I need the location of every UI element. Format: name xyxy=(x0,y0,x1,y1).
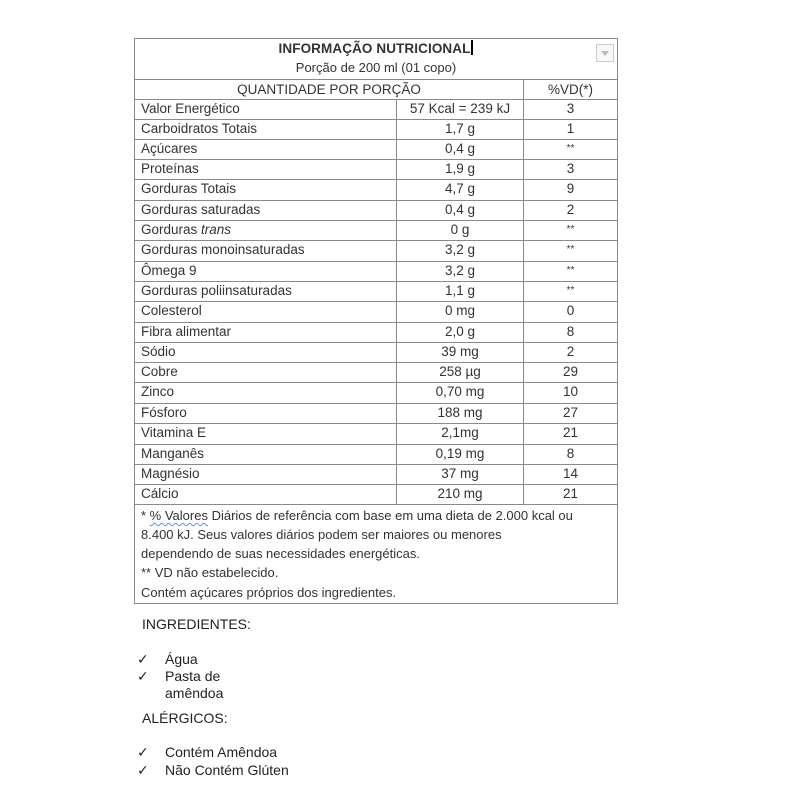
row-amount: 1,7 g xyxy=(444,121,476,136)
row-vd: ** xyxy=(566,265,575,276)
footnote-line-1: * % Valores Diários de referência com base em uma dieta de 2.000 kcal ou xyxy=(141,508,573,523)
row-name: Zinco xyxy=(141,384,175,399)
row-vd: 2 xyxy=(566,344,575,359)
allergens-heading: ALÉRGICOS: xyxy=(142,710,228,726)
row-divider xyxy=(135,484,617,485)
row-vd: 2 xyxy=(566,202,575,217)
nutrition-table xyxy=(134,38,618,604)
row-amount: 258 µg xyxy=(439,364,481,379)
table-header xyxy=(135,39,617,79)
check-icon: ✓ xyxy=(137,744,149,760)
row-name: Cobre xyxy=(141,364,178,379)
check-icon: ✓ xyxy=(137,668,149,684)
row-divider xyxy=(135,382,617,383)
footnote-line-5: Contém açúcares próprios dos ingredientes. xyxy=(141,585,397,600)
row-amount: 0,4 g xyxy=(444,202,476,217)
row-name: Colesterol xyxy=(141,303,202,318)
row-name: Fósforo xyxy=(141,405,187,420)
row-divider xyxy=(135,200,617,201)
row-name: Manganês xyxy=(141,446,205,461)
row-vd: ** xyxy=(566,285,575,296)
row-amount: 0,19 mg xyxy=(435,446,485,461)
row-name: Ômega 9 xyxy=(141,263,197,278)
row-name: Magnésio xyxy=(141,466,200,481)
check-icon: ✓ xyxy=(137,651,149,667)
row-vd: 21 xyxy=(562,486,579,501)
row-amount: 39 mg xyxy=(441,344,479,359)
row-divider xyxy=(135,403,617,404)
row-amount: 3,2 g xyxy=(444,242,476,257)
row-vd: 27 xyxy=(562,405,579,420)
row-amount: 2,0 g xyxy=(444,324,476,339)
column-header-vd: %VD(*) xyxy=(547,82,593,97)
row-vd: 9 xyxy=(566,181,575,196)
row-divider xyxy=(135,464,617,465)
row-name: Gorduras trans xyxy=(141,222,232,237)
row-vd: 3 xyxy=(566,101,575,116)
row-name: Cálcio xyxy=(141,486,179,501)
row-amount: 0 mg xyxy=(444,303,475,318)
check-icon: ✓ xyxy=(137,762,149,778)
row-amount: 0 g xyxy=(450,222,470,237)
row-name: Gorduras monoinsaturadas xyxy=(141,242,305,257)
row-vd: 8 xyxy=(566,446,575,461)
row-vd: 21 xyxy=(562,425,579,440)
row-amount: 37 mg xyxy=(441,466,479,481)
row-vd: 8 xyxy=(566,324,575,339)
column-header-quantity: QUANTIDADE POR PORÇÃO xyxy=(237,82,421,97)
row-divider xyxy=(135,240,617,241)
ingredient-item: ✓ Pasta de amêndoa xyxy=(137,668,224,701)
row-name: Vitamina E xyxy=(141,425,207,440)
row-name: Fibra alimentar xyxy=(141,324,232,339)
row-vd: ** xyxy=(566,244,575,255)
row-vd: 0 xyxy=(566,303,575,318)
row-divider xyxy=(135,159,617,160)
row-amount: 210 mg xyxy=(437,486,483,501)
row-vd: 3 xyxy=(566,161,575,176)
row-amount: 57 Kcal = 239 kJ xyxy=(409,101,511,116)
footnote-line-3: dependendo de suas necessidades energéticas. xyxy=(141,546,420,561)
row-vd: 1 xyxy=(566,121,575,136)
row-name: Sódio xyxy=(141,344,176,359)
row-divider xyxy=(135,281,617,282)
row-amount: 1,1 g xyxy=(444,283,476,298)
row-divider xyxy=(135,261,617,262)
row-name: Gorduras saturadas xyxy=(141,202,261,217)
row-divider xyxy=(135,179,617,180)
row-divider xyxy=(135,444,617,445)
row-name: Carboidratos Totais xyxy=(141,121,258,136)
row-divider xyxy=(135,423,617,424)
allergen-item: ✓ Não Contém Glúten xyxy=(137,762,289,778)
footnote-line-4: ** VD não estabelecido. xyxy=(141,565,279,580)
row-amount: 188 mg xyxy=(437,405,483,420)
row-name: Gorduras Totais xyxy=(141,181,237,196)
row-divider xyxy=(135,362,617,363)
footnote-line-2: 8.400 kJ. Seus valores diários podem ser maiores ou menores xyxy=(141,527,502,542)
table-subtitle: Porção de 200 ml (01 copo) xyxy=(295,60,457,75)
row-name: Açúcares xyxy=(141,141,198,156)
spellcheck-link[interactable]: % Valores xyxy=(149,508,208,523)
row-divider xyxy=(135,301,617,302)
divider xyxy=(135,504,617,505)
row-divider xyxy=(135,322,617,323)
row-vd: 10 xyxy=(562,384,579,399)
row-amount: 0,4 g xyxy=(444,141,476,156)
row-amount: 1,9 g xyxy=(444,161,476,176)
row-name: Proteínas xyxy=(141,161,199,176)
row-vd: 29 xyxy=(562,364,579,379)
row-amount: 2,1mg xyxy=(441,425,479,440)
allergen-item: ✓ Contém Amêndoa xyxy=(137,744,278,760)
ingredient-item: ✓ Água xyxy=(137,651,198,667)
dropdown-arrow-icon[interactable] xyxy=(596,44,614,62)
row-vd: 14 xyxy=(562,466,579,481)
ingredients-heading: INGREDIENTES: xyxy=(142,616,251,632)
row-amount: 3,2 g xyxy=(444,263,476,278)
text-cursor xyxy=(471,40,473,55)
row-divider xyxy=(135,139,617,140)
row-vd: ** xyxy=(566,143,575,154)
row-name: Valor Energético xyxy=(141,101,240,116)
row-vd: ** xyxy=(566,224,575,235)
row-divider xyxy=(135,220,617,221)
row-divider xyxy=(135,342,617,343)
row-divider xyxy=(135,119,617,120)
table-title[interactable]: INFORMAÇÃO NUTRICIONAL xyxy=(135,40,617,56)
row-amount: 4,7 g xyxy=(444,181,476,196)
row-name: Gorduras poliinsaturadas xyxy=(141,283,292,298)
row-amount: 0,70 mg xyxy=(435,384,485,399)
